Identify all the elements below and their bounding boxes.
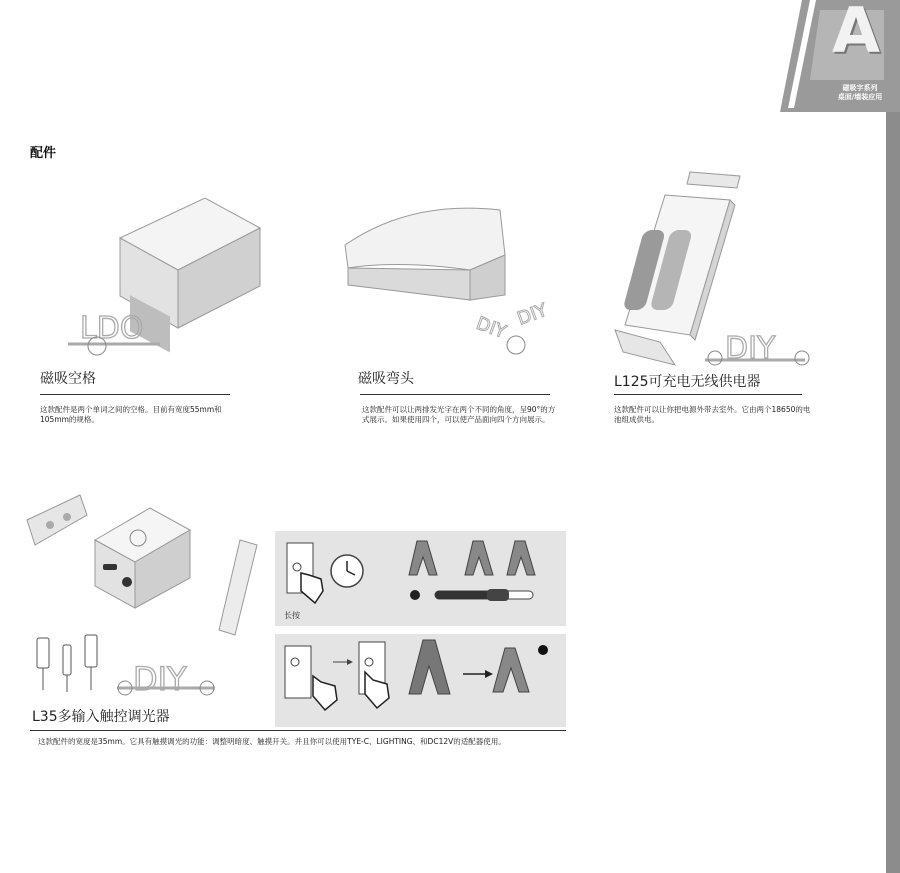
diy-watermark-4: [117, 660, 215, 698]
badge-letter: A: [832, 0, 880, 67]
diy-text-4: DIY: [133, 660, 187, 698]
product-desc-dimmer: 这款配件的宽度是35mm。它具有触摸调光的功能：调整明暗度、触摸开关。并且你可以使用TYE-C、LIGHTING、和DC12V的适配器使用。: [38, 737, 506, 746]
product-desc-battery: 这款配件可以让你把电源外带去室外。它由两个18650的电池组成供电。: [614, 405, 811, 424]
diy-watermark-3: [705, 331, 809, 366]
divider-3: [614, 394, 802, 395]
dimmer-image: [25, 490, 275, 705]
long-press-illustration: [275, 531, 566, 626]
spacer-image: [60, 188, 270, 363]
section-title: 配件: [30, 146, 57, 161]
diy-watermark-2: [473, 299, 551, 354]
elbow-image: [340, 200, 570, 360]
product-desc-elbow: 这款配件可以让两排发光字在两个不同的角度，呈90°的方式展示。如果使用四个，可以使产品面向四个方向展示。: [362, 405, 556, 424]
divider-1: [40, 394, 230, 395]
divider-4: [30, 730, 566, 731]
badge-label: [824, 84, 896, 102]
product-title-elbow: 磁吸弯头: [358, 371, 414, 387]
badge-line2: 桌面/墙装应用: [837, 93, 883, 101]
diy-text-1: LDO: [80, 311, 144, 346]
diy-text-3: DIY: [725, 331, 776, 366]
product-title-dimmer: L35多输入触控调光器: [32, 709, 170, 725]
long-press-label: 长按: [284, 611, 300, 620]
battery-image: [605, 170, 815, 370]
right-sidebar-bar: [886, 112, 900, 873]
svg-text:DIY: DIY: [514, 299, 551, 330]
dimming-panel: [275, 531, 566, 626]
product-desc-spacer: 这款配件是两个单词之间的空格。目前有宽度55mm和105mm的规格。: [40, 405, 222, 424]
diy-text-2: DIY: [473, 312, 509, 344]
divider-2: [360, 394, 550, 395]
product-title-battery: L125可充电无线供电器: [614, 374, 761, 390]
series-badge: [780, 0, 900, 112]
touch-switch-illustration: [275, 634, 566, 727]
switch-panel: [275, 634, 566, 727]
product-title-spacer: 磁吸空格: [40, 371, 96, 387]
badge-line1: 磁吸字系列: [842, 84, 878, 92]
